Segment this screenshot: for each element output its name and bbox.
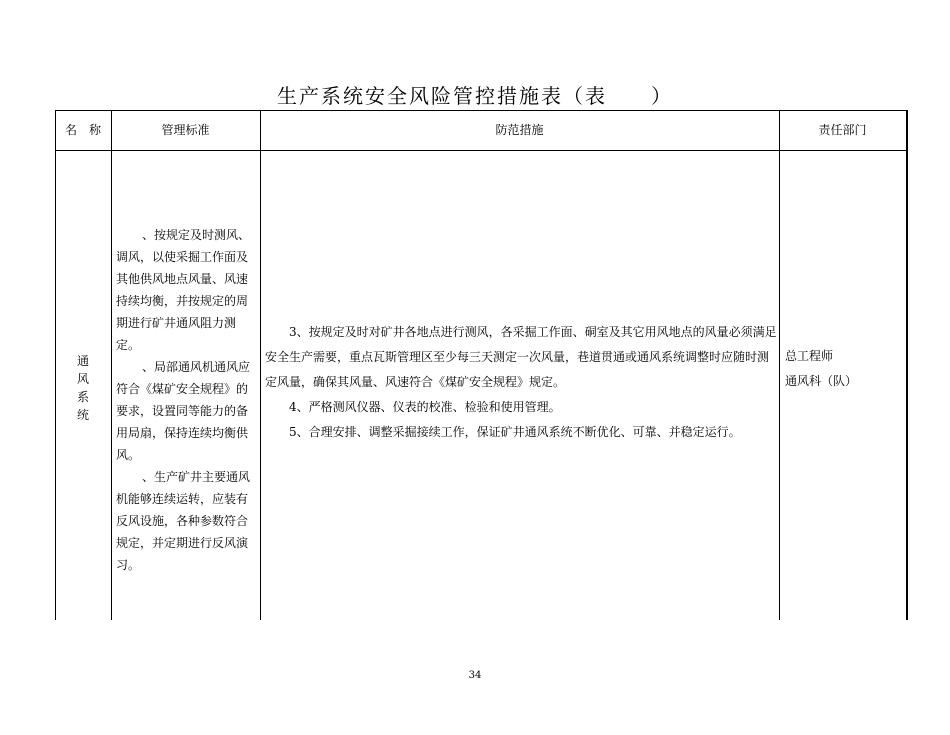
standard-paragraph: 、生产矿井主要通风机能够连续运转，应装有反风设施，各种参数符合规定，并定期进行反风演习。: [116, 470, 251, 572]
header-standard: 管理标准: [161, 123, 210, 137]
table-right-border: [906, 110, 908, 620]
row-name-cell: [55, 352, 111, 424]
department-item: 通风科（队）: [785, 374, 858, 388]
measure-paragraph: 4、严格测风仪器、仪表的校准、检验和使用管理。: [289, 400, 561, 414]
document-title: 生产系统安全风险管控措施表（表 ）: [277, 84, 673, 108]
department-item: 总工程师: [785, 349, 834, 363]
row-name-char: 风: [76, 372, 89, 386]
header-measures: 防范措施: [495, 123, 544, 137]
measure-paragraph: 5、合理安排、调整采掘接续工作，保证矿井通风系统不断优化、可靠、并稳定运行。: [289, 425, 741, 439]
prevention-measures-cell: [265, 320, 777, 445]
row-name-char: 系: [76, 390, 89, 404]
column-divider-standard: [260, 110, 261, 620]
measure-paragraph: 3、按规定及时对矿井各地点进行测风，各采掘工作面、硐室及其它用风地点的风量必须满足安全生产需要，重点瓦斯管理区至少每三天测定一次风量，巷道贯通或通风系统调整时应随时测定风量，确保其风量、风速符合《煤矿安全规程》规定。: [265, 325, 777, 389]
row-name-char: 统: [76, 408, 89, 422]
risk-control-table: [55, 110, 908, 620]
header-name: 名 称: [64, 123, 101, 137]
standard-paragraph: 、局部通风机通风应符合《煤矿安全规程》的要求，设置同等能力的备用局扇，保持连续均衡供风。: [116, 360, 251, 462]
responsible-department-cell: [785, 344, 905, 394]
standard-paragraph: 、按规定及时测风、调风，以使采掘工作面及其他供风地点风量、风速持续均衡，并按规定的周期进行矿井通风阻力测定。: [116, 228, 251, 352]
header-department: 责任部门: [818, 123, 867, 137]
header-row-divider: [55, 150, 908, 151]
page-number: 34: [468, 670, 482, 681]
management-standard-cell: [116, 224, 256, 576]
column-divider-name: [111, 110, 112, 620]
column-divider-measures: [779, 110, 780, 620]
row-name-char: 通: [76, 354, 89, 368]
